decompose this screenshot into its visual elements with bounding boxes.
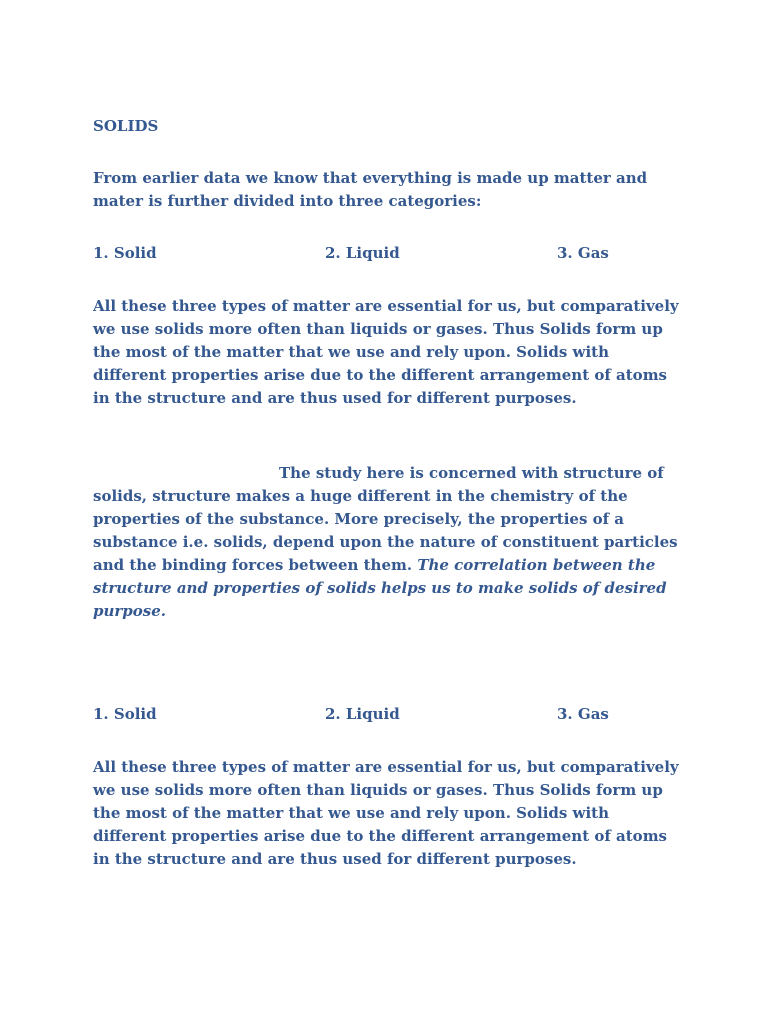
matter-paragraph-repeat-part-1: All these three types of matter are essential for us, but comparatively we use solids more often than liquids or gases. Thus Solids form up the most of the matter that we use and rely upon. [93,758,679,822]
matter-paragraph-repeat-part-2: Solids with different properties arise due to the different arrangement of atoms in the structure and are thus used for different purposes. [93,804,668,868]
categories-list-repeat [93,703,683,726]
categories-list [93,242,683,265]
structure-paragraph [93,462,683,623]
category-solid: 1. Solid [93,705,157,723]
category-gas: 3. Gas [557,705,609,723]
document-heading: SOLIDS [93,117,159,135]
category-solid: 1. Solid [93,244,157,262]
structure-paragraph-italic: The correlation between the structure and properties of solids helps us to make solids of desired purpose. [93,556,667,620]
category-liquid: 2. Liquid [325,244,400,262]
matter-paragraph-repeat [93,756,683,871]
matter-paragraph-part-2: Solids with different properties arise due to the different arrangement of atoms in the structure and are thus used for different purposes. [93,343,668,407]
structure-paragraph-text: The study here is concerned with structure of solids, structure makes a huge different in the chemistry of the properties of the substance. More precisely, the properties of a substance i.e. solids, depend upon the nature of constituent particles and the binding forces between them. [93,464,678,574]
matter-paragraph-part-1: All these three types of matter are essential for us, but comparatively we use solids more often than liquids or gases. Thus Solids form up the most of the matter that we use and rely upon. [93,297,679,361]
category-gas: 3. Gas [557,244,609,262]
category-liquid: 2. Liquid [325,705,400,723]
matter-paragraph [93,295,683,410]
intro-paragraph: From earlier data we know that everything is made up matter and mater is further divided into three categories: [93,169,648,210]
